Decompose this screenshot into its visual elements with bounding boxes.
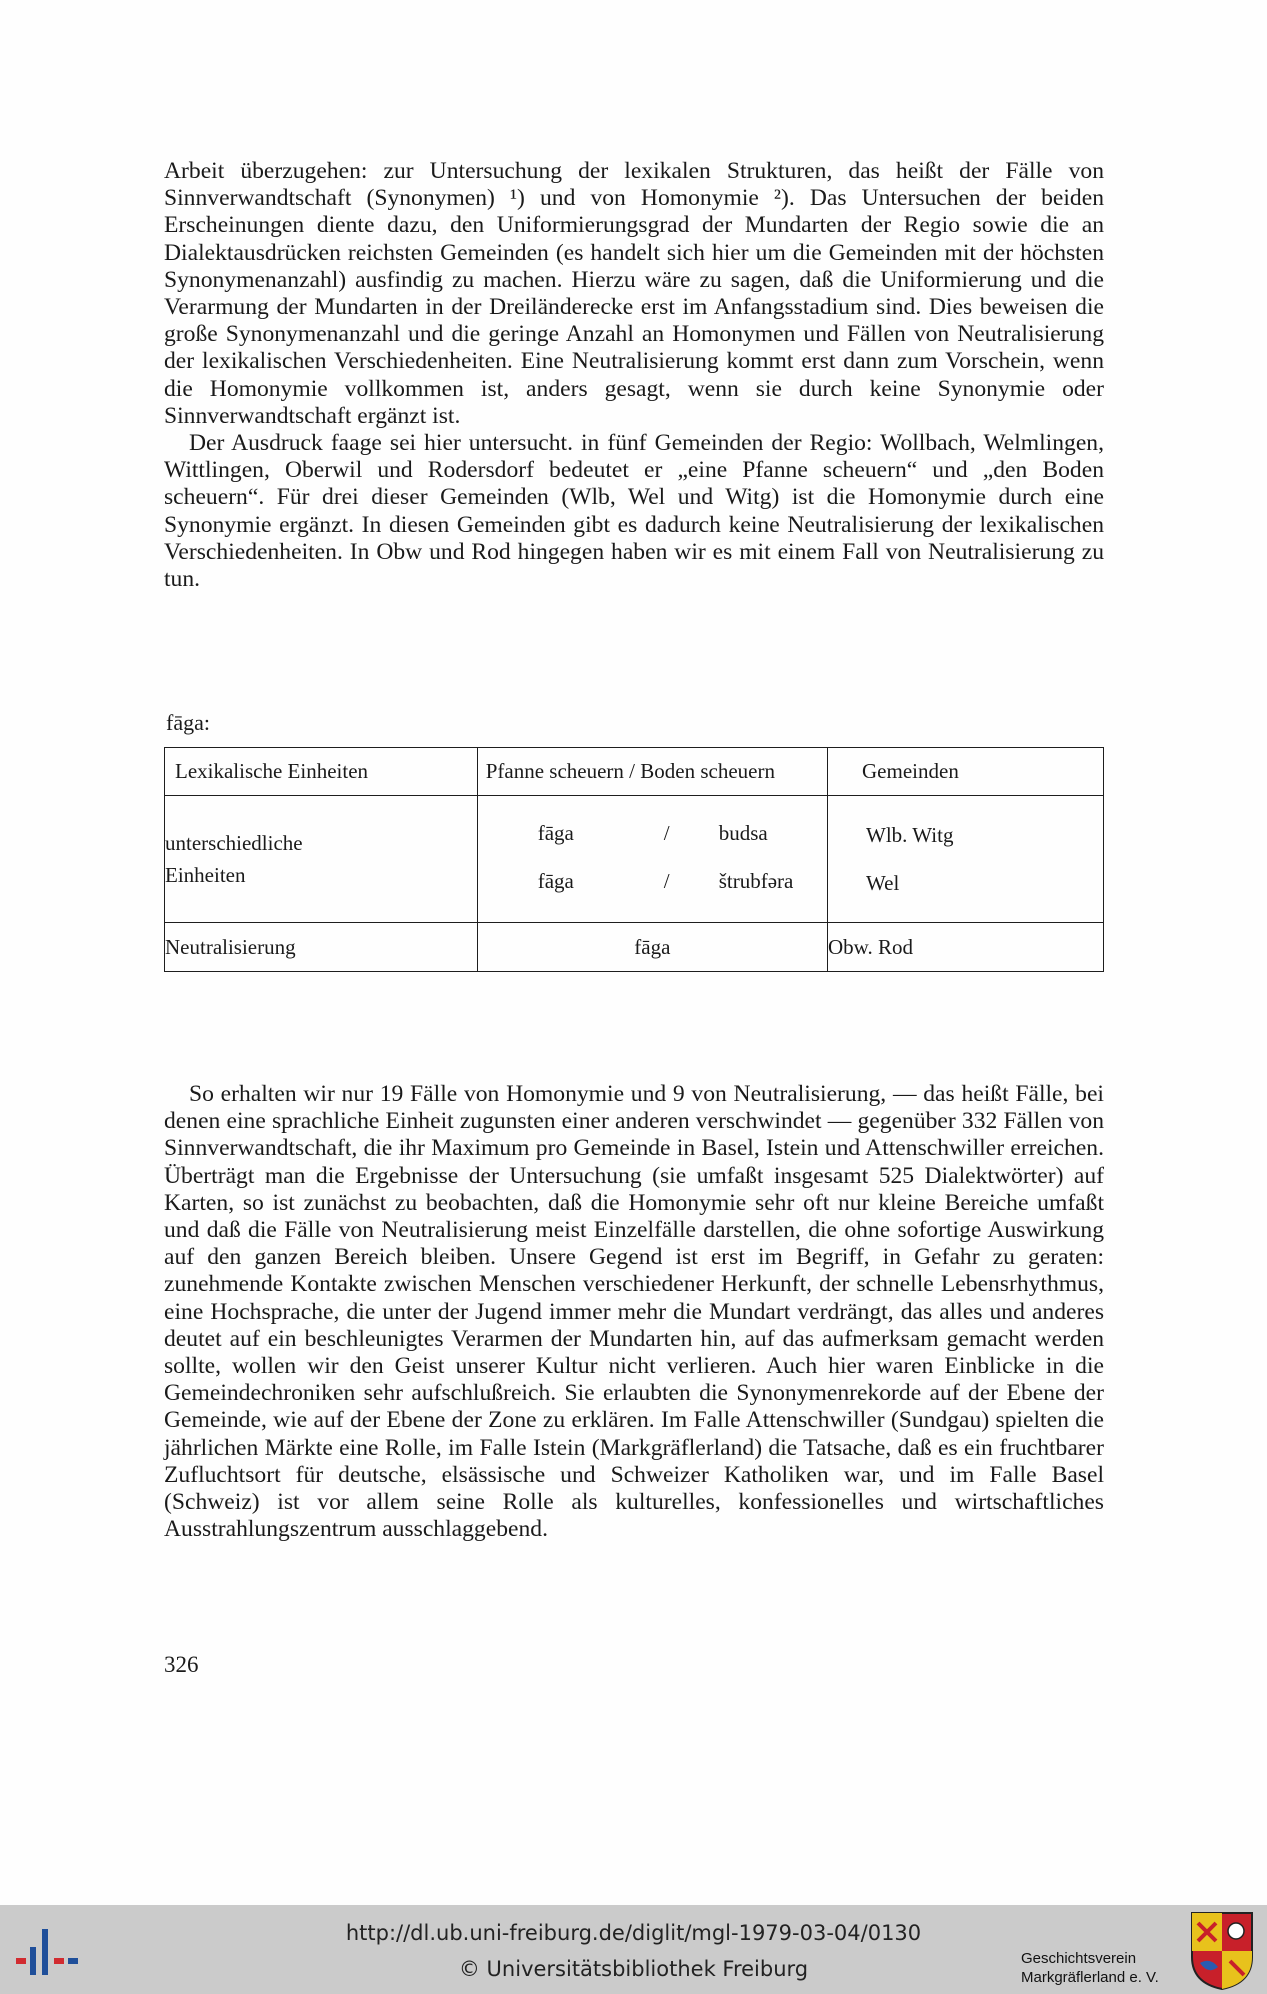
units-label-text: unterschiedliche Einheiten — [165, 831, 303, 887]
table-row — [165, 796, 1104, 923]
body-text-bottom — [164, 1081, 1104, 1543]
coat-of-arms-icon[interactable] — [1190, 1911, 1254, 1991]
society-name[interactable] — [1021, 1949, 1159, 1987]
word-floor: budsa — [718, 821, 768, 845]
separator: / — [663, 869, 670, 893]
word-pan: fāga — [537, 821, 574, 845]
neutralization-word: fāga — [477, 923, 827, 972]
municipality: Wel — [866, 871, 900, 895]
municipality: Wlb. Witg — [866, 823, 954, 847]
header-municipalities: Gemeinden — [828, 748, 1104, 796]
different-units-label — [165, 796, 478, 923]
table-caption: fāga: — [166, 710, 210, 735]
footer-url-link[interactable]: http://dl.ub.uni-freiburg.de/diglit/mgl-1979-03-04/0130 — [345, 1921, 922, 1945]
lexical-table — [164, 747, 1104, 972]
table-row — [165, 923, 1104, 972]
word-pairs-cell — [477, 796, 827, 923]
footer-copyright: © Universitätsbibliothek Freiburg — [458, 1957, 809, 1981]
header-meanings: Pfanne scheuern / Boden scheuern — [477, 748, 827, 796]
footer-bar — [0, 1905, 1267, 1994]
body-text-top — [164, 158, 1104, 593]
paragraph: So erhalten wir nur 19 Fälle von Homonymie und 9 von Neutralisierung, — das heißt Fälle, bei denen eine sprachliche Einheit zugunsten einer anderen verschwindet — gegenüber 332 Fällen von Sinnverwandtschaft, die ihr Maximum pro Gemeinde in Basel, Istein und Attenschwiller erreichen. Überträgt man die Ergebnisse der Untersuchung (sie umfaßt insgesamt 525 Dialektwörter) auf Karten, so ist zunächst zu beobachten, daß die Homonymie sehr oft nur kleine Bereiche umfaßt und daß die Fälle von Neutralisierung meist Einzelfälle darstellen, die ohne sofortige Auswirkung auf den ganzen Bereich bleiben. Unsere Gegend ist erst im Begriff, in Gefahr zu geraten: zunehmende Kontakte zwischen Menschen verschiedener Herkunft, der schnelle Lebensrhythmus, eine Hochsprache, die unter der Jugend immer mehr die Mundart verdrängt, das alles und anderes deutet auf ein beschleunigtes Verarmen der Mundarten hin, auf das aufmerksam gemacht werden sollte, wollen wir den Geist unserer Kultur nicht verlieren. Auch hier waren Einblicke in die Gemeindechroniken sehr aufschlußreich. Sie erlaubten die Synonymenrekorde auf der Ebene der Gemeinde, wie auf der Ebene der Zone zu erklären. Im Falle Attenschwiller (Sundgau) spielten die jährlichen Märkte eine Rolle, im Falle Istein (Markgräflerland) die Tatsache, daß es ein fruchtbarer Zufluchtsort für deutsche, elsässische und Schweizer Katholiken war, und im Falle Basel (Schweiz) ist vor allem seine Rolle als kulturelles, konfessionelles und wirtschaftliches Ausstrahlungszentrum ausschlaggebend. — [164, 1081, 1104, 1543]
society-line: Geschichtsverein — [1021, 1950, 1137, 1967]
word-pan: fāga — [537, 869, 574, 893]
word-floor: štrubfəra — [718, 869, 794, 893]
word-pair — [478, 811, 827, 859]
separator: / — [663, 821, 670, 845]
table-header-row — [165, 748, 1104, 796]
society-line: Markgräflerland e. V. — [1021, 1969, 1159, 1986]
paragraph: Der Ausdruck faage sei hier untersucht. in fünf Gemeinden der Regio: Wollbach, Welmlingen, Wittlingen, Oberwil und Rodersdorf bedeutet er „eine Pfanne scheuern“ und „den Boden scheuern“. Für drei dieser Gemeinden (Wlb, Wel und Witg) ist die Homonymie durch eine Synonymie ergänzt. In diesen Gemeinden gibt es dadurch keine Neutralisierung der lexikalischen Verschiedenheiten. In Obw und Rod hingegen haben wir es mit einem Fall von Neutralisierung zu tun. — [164, 430, 1104, 593]
neutralization-municipalities: Obw. Rod — [828, 923, 1104, 972]
word-pair — [478, 859, 827, 907]
neutralization-label: Neutralisierung — [165, 923, 478, 972]
paragraph: Arbeit überzugehen: zur Untersuchung der lexikalen Strukturen, das heißt der Fälle von Sinnverwandtschaft (Synonymen) ¹) und von Homonymie ²). Das Untersuchen der beiden Erscheinungen diente dazu, den Uniformierungsgrad der Mundarten der Regio sowie die an Dialektausdrücken reichsten Gemeinden (es handelt sich hier um die Gemeinden mit der höchsten Synonymenanzahl) ausfindig zu machen. Hierzu wäre zu sagen, daß die Uniformierung und die Verarmung der Mundarten in der Dreiländerecke erst im Anfangsstadium sind. Dies beweisen die große Synonymenanzahl und die geringe Anzahl an Homonymen und Fällen von Neutralisierung der lexikalischen Verschiedenheiten. Eine Neutralisierung kommt erst dann zum Vorschein, wenn die Homonymie vollkommen ist, anders gesagt, wenn sie durch keine Synonymie oder Sinnverwandtschaft ergänzt ist. — [164, 158, 1104, 429]
header-lexical-units: Lexikalische Einheiten — [165, 748, 478, 796]
page-number: 326 — [164, 1652, 199, 1677]
municipalities-cell — [828, 796, 1104, 923]
